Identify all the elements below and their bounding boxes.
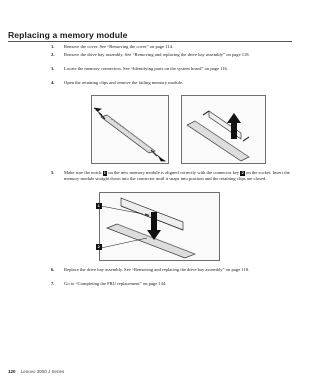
- step-number: 3.: [51, 66, 55, 71]
- page-footer: [8, 369, 64, 374]
- figure-callout-2: 2: [97, 244, 100, 249]
- step-text: Remove the cover. See “Removing the cover” on page 114.: [64, 44, 174, 49]
- open-clips-panel: [92, 96, 169, 164]
- page-number: 120: [8, 369, 16, 374]
- step-4: [51, 80, 296, 86]
- remove-module-illustration: [91, 95, 266, 164]
- step-text: Open the retaining clips and remove the failing memory module.: [64, 80, 184, 85]
- lift-module-panel: [182, 96, 266, 164]
- step-5: [51, 170, 296, 183]
- step-text: on the socket. Insert the memory module straight down into the connector until it snaps into position and the retaining clips are closed.: [64, 170, 290, 182]
- step-6: [51, 267, 296, 273]
- heading-rule: [8, 41, 292, 42]
- section-heading: Replacing a memory module: [8, 30, 128, 40]
- step-1: [51, 44, 296, 50]
- step-number: 5.: [51, 170, 55, 175]
- step-number: 1.: [51, 44, 55, 49]
- step-text: Replace the drive bay assembly. See “Removing and replacing the drive bay assembly” on page 118.: [64, 267, 250, 272]
- insert-module-illustration: [99, 192, 220, 261]
- step-text: on the new memory module is aligned correctly with the connector key: [108, 170, 240, 175]
- step-text: Go to “Completing the FRU replacement” on page 144.: [64, 281, 167, 286]
- connector-key-callout-badge: 2: [241, 170, 244, 175]
- step-number: 6.: [51, 267, 55, 272]
- step-number: 2.: [51, 52, 55, 57]
- step-7: [51, 281, 296, 287]
- step-3: [51, 66, 296, 72]
- step-2: [51, 52, 296, 58]
- step-number: 4.: [51, 80, 55, 85]
- step-number: 7.: [51, 281, 55, 286]
- book-title: Lenovo 3000 J Series: [20, 369, 65, 374]
- step-text: Remove the drive bay assembly. See “Removing and replacing the drive bay assembly” on page 118.: [64, 52, 250, 57]
- notch-callout-badge: 1: [103, 170, 106, 175]
- step-text: Make sure the notch: [64, 170, 102, 175]
- step-text: Locate the memory connectors. See “Identifying parts on the system board” on page 116.: [64, 66, 229, 71]
- figure-callout-1: 1: [97, 203, 100, 208]
